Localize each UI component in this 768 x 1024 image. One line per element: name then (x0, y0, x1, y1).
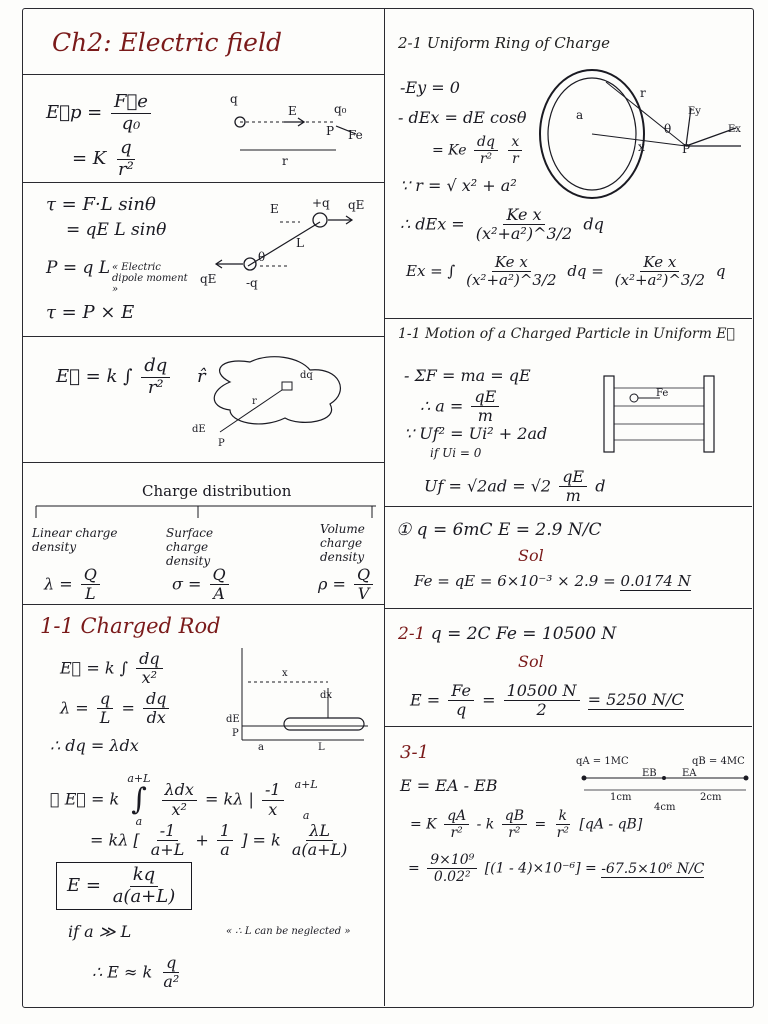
rod-condition: if a ≫ L (68, 922, 132, 941)
ring-line-6: Ex = ∫ $\frac{\text{Ke x}}{\text{(x²+a²)\textasciicircum{}3/2}}$ dq = $\frac{\text{Ke x}}{\text{(x²+a²)\textasciicircum{}3/2}}$ q (406, 253, 726, 290)
distribution-arrows (30, 502, 380, 522)
diagram-label-e: E (288, 104, 297, 118)
ring-line-5: ∴ dEx = $\frac{\text{Ke x}}{\text{(x²+a²)\textasciicircum{}3/2}}$ dq (400, 205, 604, 244)
cloud-label-dq: dq (300, 370, 313, 381)
rod-line-2: λ = $\frac{q}{L}$ = $\frac{dq}{dx}$ (60, 690, 172, 728)
linear-density-label: Linear charge density (32, 526, 118, 554)
rod-result-boxed: E = $\frac{kq}{a(a+L)}$ (56, 862, 192, 910)
example3-line-1: E = EA - EB (400, 776, 498, 795)
divider-left-1 (22, 74, 384, 75)
dipole-label-minus-q: -q (246, 276, 258, 290)
charges-label-2cm: 2cm (700, 792, 722, 803)
ring-label-r: r (640, 86, 646, 100)
ring-line-3: = Ke $\frac{dq}{\text{r²}}$ $\frac{x}{r}$ (432, 134, 525, 167)
rod-line-1: E⃗ = k ∫ $\frac{dq}{\text{x²}}$ (60, 650, 166, 688)
ring-label-ey: Ey (688, 106, 701, 117)
example3-line-3: = $\frac{\text{9×10⁹}}{\text{0.02²}}$ [(1 - 4)×10⁻⁶] = -67.5×10⁶ N/C (408, 852, 705, 886)
motion-line-3: ∵ Uf² = Ui² + 2ad (404, 424, 548, 443)
column-divider (384, 8, 385, 1006)
divider-right-2 (384, 506, 752, 507)
rod-label-dx: dx (320, 690, 333, 701)
torque-line-1: τ = F·L sinθ (46, 194, 156, 215)
surface-density-label: Surface charge density (166, 526, 214, 568)
motion-heading: 1-1 Motion of a Charged Particle in Uniform E⃗ (398, 326, 735, 342)
cloud-label-r: r (252, 396, 257, 407)
dipole-label-e: E (270, 202, 279, 216)
ep-formula-k: = K $\frac{q}{\text{r²}}$ (72, 137, 134, 180)
example2-solution: E = $\frac{Fe}{q}$ = $\frac{10500 N}{2}$ = 5250 N/C (410, 681, 684, 720)
cloud-label-de: dE (192, 424, 206, 435)
linear-density-formula: λ = $\frac{Q}{L}$ (44, 566, 103, 604)
plates-label-fe: Fe (656, 388, 669, 399)
diagram-label-p: P (326, 124, 335, 138)
dipole-label-qe-left: qE (200, 272, 217, 286)
continuous-e-formula: E⃗ = k ∫ $\frac{dq}{\text{r²}}$ r̂ (56, 355, 206, 398)
ring-label-x: x (638, 140, 645, 154)
diagram-label-q: q (230, 92, 238, 106)
charge-distribution-title: Charge distribution (142, 482, 292, 500)
diagram-label-q0: q₀ (334, 102, 347, 116)
charges-label-qb: qB = 4MC (692, 756, 745, 767)
ep-formula: E⃗p = $\frac{F⃗e}{\text{q₀}}$ (46, 92, 154, 134)
charge-cloud-diagram (190, 352, 370, 452)
ring-line-1: -Ey = 0 (400, 78, 460, 97)
example1-sol: Sol (518, 546, 544, 565)
dipole-label-plus-q: +q (312, 196, 330, 210)
ring-line-2: - dEx = dE cosθ (398, 108, 527, 127)
ring-label-a: a (576, 108, 584, 122)
ring-heading: 2-1 Uniform Ring of Charge (398, 34, 610, 52)
example3-heading: 3-1 (400, 742, 429, 763)
example1-solution: Fe = qE = 6×10⁻³ × 2.9 = 0.0174 N (414, 572, 691, 590)
motion-line-4: if Ui = 0 (430, 446, 482, 460)
motion-line-5: Uf = √2ad = √2 $\frac{qE}{m}$ d (424, 467, 606, 506)
charged-rod-heading: 1-1 Charged Rod (40, 614, 221, 638)
two-charges-diagram (580, 766, 750, 806)
charges-label-qa: qA = 1MC (576, 756, 629, 767)
rod-condition-note: « ∴ L can be neglected » (226, 926, 351, 937)
rod-line-5: = kλ [ $\frac{-1}{a+L}$ + $\frac{1}{a}$ ] = k $\frac{\lambda L}{a(a+L)}$ (90, 821, 348, 860)
divider-left-3 (22, 336, 384, 337)
divider-right-4 (384, 726, 752, 727)
charged-rod-diagram (228, 648, 378, 748)
cloud-label-p: P (218, 438, 225, 449)
ring-label-p: P (682, 142, 691, 156)
ring-label-theta: θ (664, 122, 672, 136)
dipole-line: P = q L (46, 258, 111, 278)
divider-right-1 (384, 318, 752, 319)
charges-label-eb: EB (642, 768, 657, 779)
divider-left-5 (22, 604, 384, 605)
example2-given: 2-1 q = 2C Fe = 10500 N (398, 624, 617, 644)
dipole-label-theta: θ (258, 250, 266, 264)
charges-label-1cm: 1cm (610, 792, 632, 803)
volume-density-label: Volume charge density (320, 522, 365, 564)
ring-diagram (526, 68, 751, 198)
rod-label-l: L (318, 742, 325, 753)
rod-line-3: ∴ dq = λdx (50, 736, 139, 755)
rod-label-a: a (258, 742, 264, 753)
charges-label-4cm: 4cm (654, 802, 676, 813)
motion-line-2: ∴ a = $\frac{qE}{m}$ (420, 388, 502, 426)
rod-label-p: P (232, 728, 239, 739)
dipole-label-l: L (296, 236, 304, 250)
rod-label-x: x (282, 668, 288, 679)
ring-line-4: ∵ r = √ x² + a² (400, 176, 517, 195)
page-title: Ch2: Electric field (52, 28, 282, 57)
dipole-note: « Electric dipole moment » (112, 262, 188, 295)
divider-right-3 (384, 608, 752, 609)
charges-label-ea: EA (682, 768, 697, 779)
surface-density-formula: σ = $\frac{Q}{A}$ (172, 566, 232, 604)
diagram-label-r: r (282, 154, 288, 168)
ring-label-ex: Ex (728, 124, 741, 135)
divider-left-2 (22, 182, 384, 183)
rod-line-4: ∴ E⃗ = k a+L ∫ a $\frac{\text{λdx}}{\text{x²}}$ = kλ | $\frac{-1}{x}$ a+L a (50, 772, 318, 828)
divider-left-4 (22, 462, 384, 463)
dipole-label-qe-right: qE (348, 198, 365, 212)
volume-density-formula: ρ = $\frac{Q}{V}$ (318, 566, 376, 604)
example2-sol: Sol (518, 652, 544, 671)
torque-line-4: τ = P × E (46, 302, 135, 323)
example1-given: ① q = 6mC E = 2.9 N/C (396, 520, 602, 540)
torque-line-2: = qE L sinθ (66, 220, 167, 240)
example3-line-2: = K $\frac{qA}{\text{r²}}$ - k $\frac{qB}{\text{r²}}$ = $\frac{k}{\text{r²}}$ [qA - qB] (410, 808, 643, 842)
diagram-label-fe: Fe (348, 128, 363, 142)
motion-line-1: - ΣF = ma = qE (404, 366, 531, 385)
rod-label-de: dE (226, 714, 240, 725)
rod-approx: ∴ E ≈ k $\frac{q}{\text{a²}}$ (92, 953, 180, 992)
